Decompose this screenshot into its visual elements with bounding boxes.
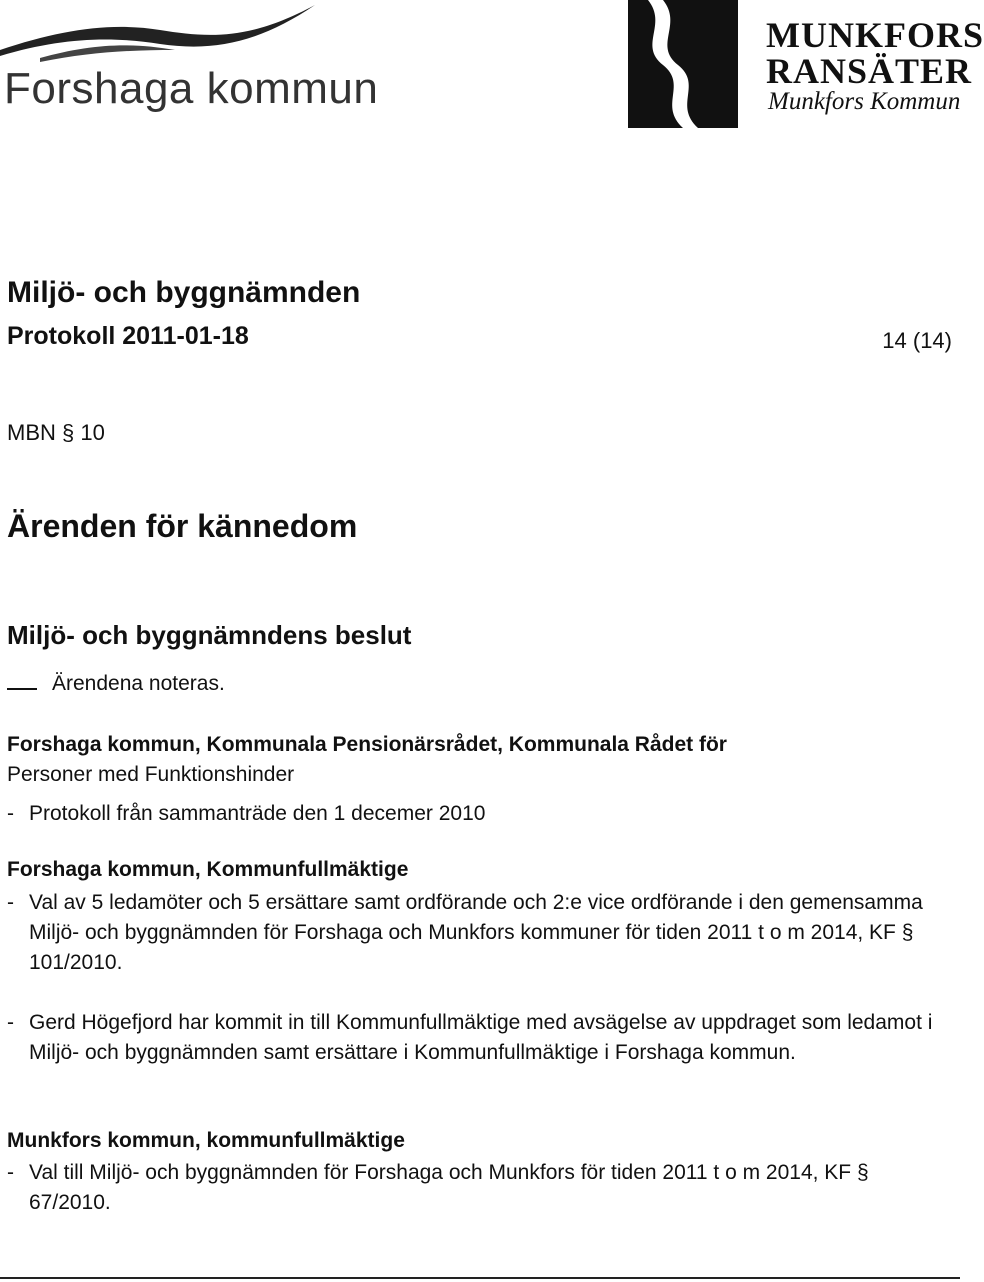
ransater-logo-line: RANSÄTER — [766, 51, 973, 91]
decision-dash-icon — [7, 688, 37, 690]
list-item — [7, 1008, 937, 1068]
block-heading: Forshaga kommun, Kommunala Pensionärsrådet, Kommunala Rådet för — [7, 733, 727, 756]
forshaga-logo-text: Forshaga kommun — [4, 64, 379, 113]
forshaga-swoosh-icon — [0, 0, 340, 70]
page-number: 14 (14) — [882, 328, 952, 353]
forshaga-kommun-logo — [0, 0, 379, 120]
block-heading: Munkfors kommun, kommunfullmäktige — [7, 1129, 405, 1152]
decision-text: Ärendena noteras. — [52, 672, 225, 695]
list-item-text: Protokoll från sammanträde den 1 decemer 2010 — [29, 802, 486, 825]
munkfors-ransater-logo — [628, 0, 984, 130]
section-number: MBN § 10 — [7, 420, 105, 445]
munkfors-kommun-logo-line: Munkfors Kommun — [768, 88, 961, 115]
list-item-text: Gerd Högefjord har kommit in till Kommunfullmäktige med avsägelse av uppdraget som ledamot i Miljö- och byggnämnden samt ersättare i Kommunfullmäktige i Forshaga kommun. — [29, 1011, 933, 1064]
list-item — [7, 888, 937, 978]
block-heading-continuation: Personer med Funktionshinder — [7, 763, 295, 786]
list-item-dash: - — [7, 1161, 14, 1184]
page-title: Ärenden för kännedom — [7, 508, 358, 544]
list-item-dash: - — [7, 891, 14, 914]
munkfors-logo-line: MUNKFORS — [766, 15, 984, 55]
list-item-dash: - — [7, 802, 14, 825]
decision-heading: Miljö- och byggnämndens beslut — [7, 620, 412, 650]
list-item — [7, 799, 937, 829]
committee-title: Miljö- och byggnämnden — [7, 276, 361, 309]
block-heading: Forshaga kommun, Kommunfullmäktige — [7, 858, 409, 881]
protocol-date: Protokoll 2011-01-18 — [7, 322, 249, 350]
bottom-divider — [0, 1277, 960, 1279]
list-item-text: Val till Miljö- och byggnämnden för Forshaga och Munkfors för tiden 2011 t o m 2014, KF § 67/2010. — [29, 1161, 869, 1214]
munkfors-river-emblem-icon — [628, 0, 753, 128]
list-item-dash: - — [7, 1011, 14, 1034]
list-item — [7, 1158, 937, 1218]
list-item-text: Val av 5 ledamöter och 5 ersättare samt ordförande och 2:e vice ordförande i den gemensamma Miljö- och byggnämnden för Forshaga och Munkfors kommuner för tiden 2011 t o m 2014, KF § 101/2010. — [29, 891, 923, 974]
